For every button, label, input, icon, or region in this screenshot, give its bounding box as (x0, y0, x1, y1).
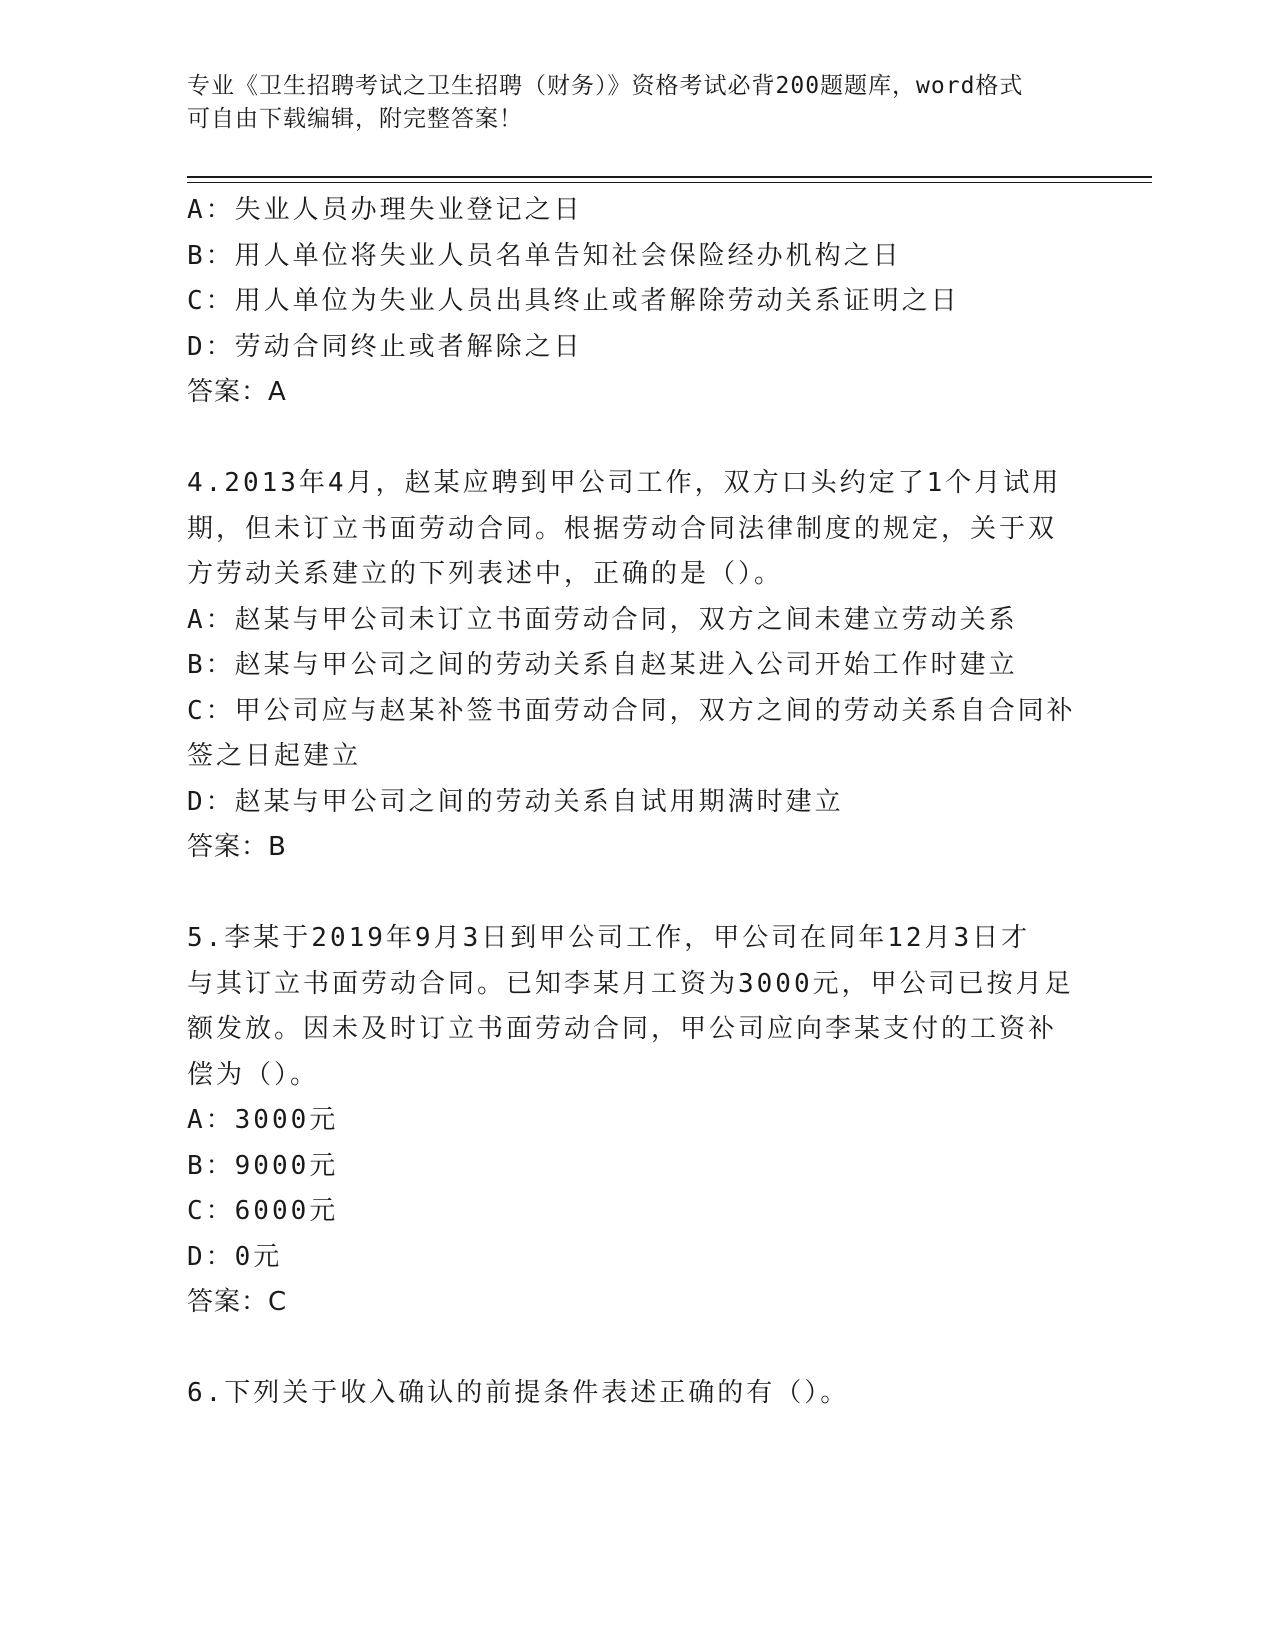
q4-option-d: D：赵某与甲公司之间的劳动关系自试用期满时建立 (187, 786, 844, 817)
q5-option-b: B：9000元 (187, 1150, 339, 1181)
document-header (187, 70, 1087, 136)
header-line-2: 可自由下载编辑，附完整答案！ (187, 106, 523, 132)
q3-option-c: C：用人单位为失业人员出具终止或者解除劳动关系证明之日 (187, 286, 960, 316)
q3-option-a: A：失业人员办理失业登记之日 (187, 195, 583, 225)
question-4 (187, 461, 1087, 871)
question-3-tail (187, 188, 1087, 416)
spacer (187, 1326, 1087, 1372)
q5-stem-line-1: 5.李某于2019年9月3日到甲公司工作，甲公司在同年12月3日才 (187, 923, 1031, 953)
q5-stem-line-2: 与其订立书面劳动合同。已知李某月工资为3000元，甲公司已按月足 (187, 968, 1074, 999)
q3-answer: 答案：A (187, 377, 287, 407)
q4-stem-line-2: 期，但未订立书面劳动合同。根据劳动合同法律制度的规定，关于双 (187, 513, 1058, 544)
header-rule-thick (187, 176, 1152, 178)
spacer (187, 416, 1087, 462)
q5-stem-line-3: 额发放。因未及时订立书面劳动合同，甲公司应向李某支付的工资补 (187, 1014, 1058, 1044)
q4-option-c: C：甲公司应与赵某补签书面劳动合同，双方之间的劳动关系自合同补 (187, 695, 1076, 726)
spacer (187, 871, 1087, 917)
header-line-1: 专业《卫生招聘考试之卫生招聘（财务）》资格考试必背200题题库，word格式 (187, 73, 1024, 99)
q5-option-a: A：3000元 (187, 1105, 339, 1135)
header-rule-thin (187, 182, 1152, 183)
question-list (187, 188, 1087, 1417)
q3-option-d: D：劳动合同终止或者解除之日 (187, 331, 583, 362)
q5-option-c: C：6000元 (187, 1196, 339, 1226)
q4-option-a: A：赵某与甲公司未订立书面劳动合同，双方之间未建立劳动关系 (187, 604, 1018, 635)
q6-stem-line-1: 6.下列关于收入确认的前提条件表述正确的有（）。 (187, 1378, 850, 1408)
question-5 (187, 916, 1087, 1326)
q5-answer: 答案：C (187, 1287, 288, 1317)
question-6 (187, 1371, 1087, 1417)
q4-stem-line-3: 方劳动关系建立的下列表述中，正确的是（）。 (187, 559, 784, 589)
q4-stem-line-1: 4.2013年4月，赵某应聘到甲公司工作，双方口头约定了1个月试用 (187, 468, 1062, 498)
q4-option-c-cont: 签之日起建立 (187, 741, 362, 771)
q4-option-b: B：赵某与甲公司之间的劳动关系自赵某进入公司开始工作时建立 (187, 650, 1018, 680)
q4-answer: 答案：B (187, 832, 287, 862)
q5-option-d: D：0元 (187, 1241, 283, 1272)
q3-option-b: B：用人单位将失业人员名单告知社会保险经办机构之日 (187, 240, 902, 271)
q5-stem-line-4: 偿为（）。 (187, 1059, 320, 1090)
